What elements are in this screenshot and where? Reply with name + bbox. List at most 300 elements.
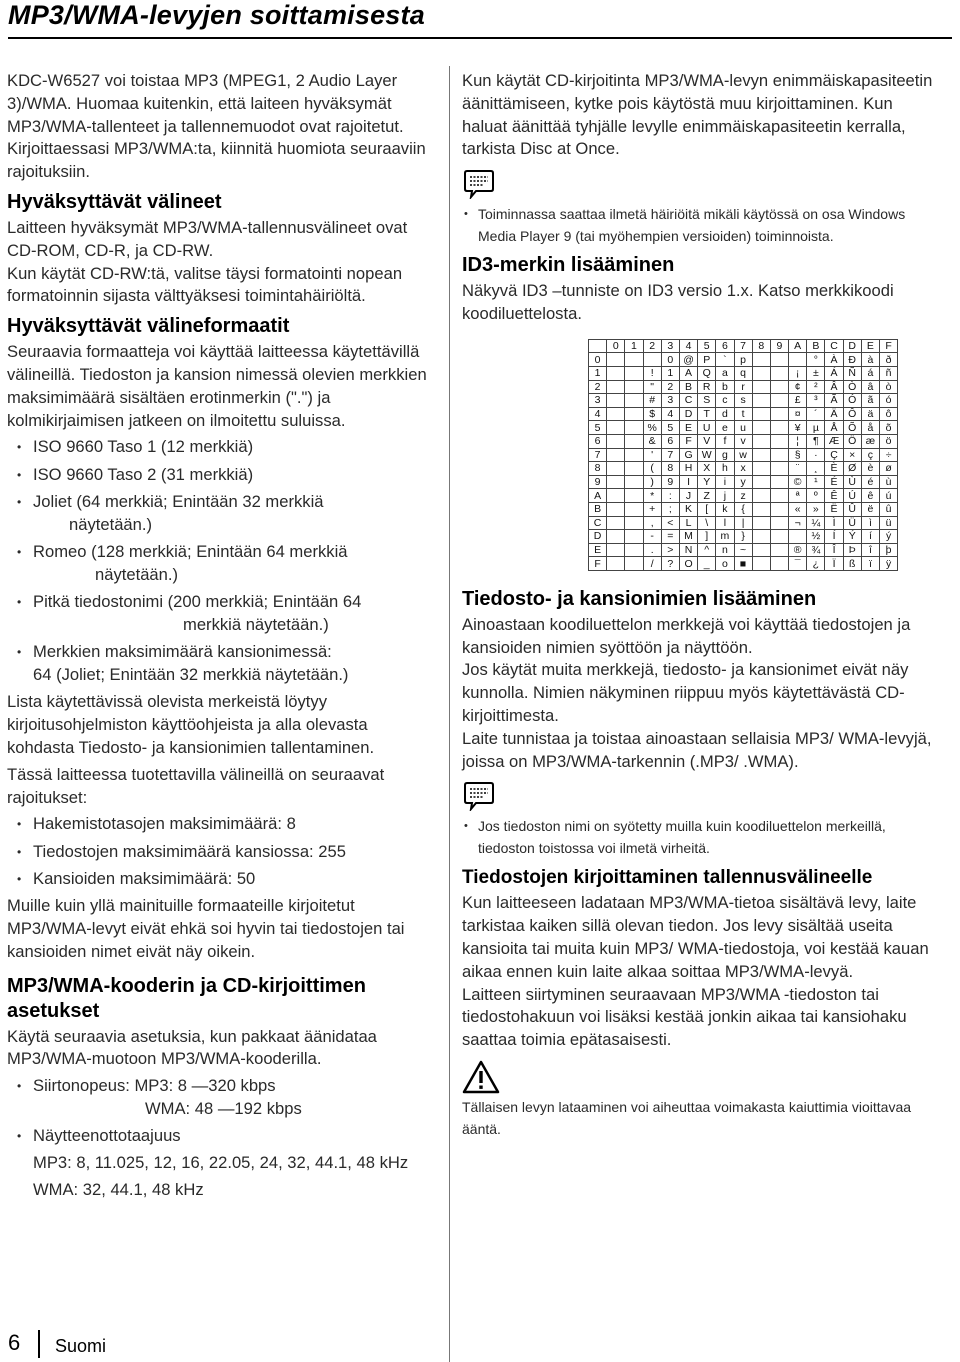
character-code-table <box>588 339 898 571</box>
table-cell: 4 <box>589 407 607 421</box>
table-cell: ø <box>880 462 898 476</box>
names-paragraph-3: Laite tunnistaa ja toistaa ainoastaan sellaisia MP3/ WMA-levyjä, joissa on MP3/WMA-tarkennin (.MP3/ .WMA). <box>462 728 932 771</box>
footer-divider <box>38 1330 40 1358</box>
table-header-row <box>589 339 898 353</box>
table-cell: µ <box>807 421 825 435</box>
title-rule <box>8 37 952 39</box>
table-cell <box>607 434 625 448</box>
table-row <box>589 530 898 544</box>
table-cell: Ò <box>843 380 861 394</box>
table-cell: ù <box>880 475 898 489</box>
table-cell: Á <box>825 366 843 380</box>
table-cell: \ <box>698 516 716 530</box>
table-cell <box>752 407 770 421</box>
table-cell: 3 <box>589 394 607 408</box>
right-column <box>462 70 942 1140</box>
table-cell: Ð <box>843 353 861 367</box>
table-cell: î <box>861 543 879 557</box>
warning-box <box>462 1060 942 1140</box>
table-cell <box>789 353 807 367</box>
table-cell: ¾ <box>807 543 825 557</box>
heading-media: Hyväksyttävät välineet <box>7 190 222 213</box>
table-cell <box>625 434 643 448</box>
table-cell: E <box>679 421 697 435</box>
table-cell: w <box>734 448 752 462</box>
table-cell: æ <box>861 434 879 448</box>
table-cell: # <box>643 394 661 408</box>
table-cell: ä <box>861 407 879 421</box>
table-cell <box>770 421 788 435</box>
table-cell: y <box>734 475 752 489</box>
table-cell: Â <box>825 380 843 394</box>
table-cell <box>625 366 643 380</box>
table-row <box>589 502 898 516</box>
table-cell <box>770 516 788 530</box>
table-cell: 4 <box>661 407 679 421</box>
table-cell: õ <box>880 421 898 435</box>
cd-writer-paragraph: Kun käytät CD-kirjoitinta MP3/WMA-levyn enimmäiskapasiteetin äänittämiseen, kytke pois käytöstä muu kirjoittaminen. Kun haluat äänittää tyhjälle levylle enimmäiskapasiteetin kerralla, tarkista Disc at Once. <box>462 71 933 159</box>
intro-paragraph: KDC-W6527 voi toistaa MP3 (MPEG1, 2 Audio Layer 3)/WMA. Huomaa kuitenkin, että laiteen hyväksymät MP3/WMA-tallenteet ja tallennemuodot ovat rajoitetut. Kirjoittaessasi MP3/WMA:ta, kiinnitä huomiota seuraaviin rajoituksiin. <box>7 71 426 182</box>
list-item: • ISO 9660 Taso 1 (12 merkkiä) <box>7 436 437 459</box>
table-cell <box>770 366 788 380</box>
table-cell <box>607 448 625 462</box>
table-cell: r <box>734 380 752 394</box>
heading-writing: Tiedostojen kirjoittaminen tallennusvälineelle <box>462 867 873 889</box>
table-row <box>589 407 898 421</box>
table-cell <box>752 353 770 367</box>
table-cell <box>752 489 770 503</box>
table-row <box>589 475 898 489</box>
table-cell: < <box>661 516 679 530</box>
table-cell: ± <box>807 366 825 380</box>
table-cell: Ë <box>825 502 843 516</box>
table-cell <box>625 489 643 503</box>
table-cell: J <box>679 489 697 503</box>
heading-names: Tiedosto- ja kansionimien lisääminen <box>462 587 817 610</box>
table-cell: þ <box>880 543 898 557</box>
table-cell: © <box>789 475 807 489</box>
table-row <box>589 366 898 380</box>
table-cell: ó <box>880 394 898 408</box>
table-cell <box>625 462 643 476</box>
table-cell: . <box>643 543 661 557</box>
table-cell: k <box>716 502 734 516</box>
table-cell: q <box>734 366 752 380</box>
table-cell: ; <box>661 502 679 516</box>
table-cell: % <box>643 421 661 435</box>
table-cell: D <box>589 530 607 544</box>
table-cell: g <box>716 448 734 462</box>
table-cell: d <box>716 407 734 421</box>
table-cell <box>607 394 625 408</box>
table-cell <box>770 475 788 489</box>
table-cell <box>607 516 625 530</box>
column-divider <box>449 66 450 1362</box>
table-cell: ) <box>643 475 661 489</box>
table-cell: V <box>698 434 716 448</box>
table-cell: Ï <box>825 557 843 571</box>
table-cell: Q <box>698 366 716 380</box>
table-cell: F <box>589 557 607 571</box>
table-cell: å <box>861 421 879 435</box>
table-cell: ] <box>698 530 716 544</box>
table-cell: e <box>716 421 734 435</box>
table-cell: Ç <box>825 448 843 462</box>
table-cell: S <box>698 394 716 408</box>
table-cell <box>752 394 770 408</box>
table-header-cell: C <box>825 339 843 353</box>
table-cell: 9 <box>661 475 679 489</box>
table-cell <box>770 434 788 448</box>
table-cell: _ <box>698 557 716 571</box>
table-cell: Ê <box>825 489 843 503</box>
table-cell: ¦ <box>789 434 807 448</box>
table-cell <box>752 380 770 394</box>
table-cell: H <box>679 462 697 476</box>
list-item: • Romeo (128 merkkiä; Enintään 64 merkkiä näytetään.) <box>7 541 437 587</box>
table-cell <box>625 394 643 408</box>
table-cell: 6 <box>589 434 607 448</box>
table-cell: ° <box>807 353 825 367</box>
table-cell: m <box>716 530 734 544</box>
table-cell: ¢ <box>789 380 807 394</box>
table-header-cell: 6 <box>716 339 734 353</box>
table-cell: ð <box>880 353 898 367</box>
table-header-cell: 2 <box>643 339 661 353</box>
note-box <box>462 781 942 859</box>
table-cell: 8 <box>589 462 607 476</box>
table-row <box>589 557 898 571</box>
media-paragraph-1: Laitteen hyväksymät MP3/WMA-tallennusvälineet ovat CD-ROM, CD-R, ja CD-RW. <box>7 217 408 260</box>
table-cell: Å <box>825 421 843 435</box>
list-item: • Tiedostojen maksimimäärä kansiossa: 255 <box>7 841 437 864</box>
table-cell: â <box>861 380 879 394</box>
table-cell <box>770 353 788 367</box>
table-cell: ® <box>789 543 807 557</box>
table-cell: 2 <box>589 380 607 394</box>
table-cell: ì <box>861 516 879 530</box>
table-cell <box>607 489 625 503</box>
table-cell: 7 <box>661 448 679 462</box>
table-cell <box>752 448 770 462</box>
heading-id3: ID3-merkin lisääminen <box>462 254 675 277</box>
table-cell <box>752 530 770 544</box>
table-row <box>589 516 898 530</box>
table-cell: Æ <box>825 434 843 448</box>
table-cell: x <box>734 462 752 476</box>
table-cell: P <box>698 353 716 367</box>
table-cell: p <box>734 353 752 367</box>
table-cell: Ù <box>843 475 861 489</box>
note-list <box>462 815 942 859</box>
table-cell: Ú <box>843 489 861 503</box>
table-cell: ~ <box>734 543 752 557</box>
heading-encoder: MP3/WMA-kooderin ja CD-kirjoittimen asetukset <box>7 974 366 1022</box>
table-row <box>589 543 898 557</box>
table-cell: £ <box>789 394 807 408</box>
table-cell: ¹ <box>807 475 825 489</box>
table-cell <box>607 380 625 394</box>
table-cell: 1 <box>589 366 607 380</box>
table-row <box>589 448 898 462</box>
table-cell: A <box>589 489 607 503</box>
charlist-paragraph: Lista käytettävissä olevista merkeistä löytyy kirjoitusohjelmiston käyttöohjeista ja alla olevasta kohdasta Tiedosto- ja kansionimien tallentaminen. <box>7 692 375 757</box>
table-cell: + <box>643 502 661 516</box>
table-cell: z <box>734 489 752 503</box>
table-row <box>589 421 898 435</box>
table-cell: i <box>716 475 734 489</box>
table-cell: Û <box>843 502 861 516</box>
list-item: • Näytteenottotaajuus MP3: 8, 11.025, 12, 16, 22.05, 24, 32, 44.1, 48 kHz WMA: 32, 44.1, 48 kHz <box>7 1125 437 1201</box>
table-cell: b <box>716 380 734 394</box>
table-cell: Õ <box>843 421 861 435</box>
writing-paragraph-1: Kun laitteeseen ladataan MP3/WMA-tietoa sisältävä levy, laite tarkistaa kaiken sillä olevan tiedon. Jos levy sisältää useita kansioita tai muita kuin MP3/ WMA-tiedostoja, voi kestää kauan aikaa ennen kuin laite alkaa soittaa MP3/WMA-levyä. <box>462 893 929 981</box>
table-cell: ô <box>880 407 898 421</box>
table-cell: × <box>843 448 861 462</box>
table-cell: O <box>679 557 697 571</box>
table-cell: ¡ <box>789 366 807 380</box>
table-cell <box>752 516 770 530</box>
table-cell: Î <box>825 543 843 557</box>
table-cell: Ö <box>843 434 861 448</box>
table-cell: É <box>825 475 843 489</box>
table-cell: 5 <box>661 421 679 435</box>
table-cell: t <box>734 407 752 421</box>
table-cell: G <box>679 448 697 462</box>
table-cell <box>607 502 625 516</box>
table-cell: ( <box>643 462 661 476</box>
table-cell: $ <box>643 407 661 421</box>
table-cell: È <box>825 462 843 476</box>
list-item: • Pitkä tiedostonimi (200 merkkiä; Enintään 64 merkkiä näytetään.) <box>7 591 437 637</box>
names-paragraph-1: Ainoastaan koodiluettelon merkkejä voi käyttää tiedostojen ja kansioiden nimien syöttöön ja näyttöön. <box>462 614 911 657</box>
table-row <box>589 394 898 408</box>
table-cell: n <box>716 543 734 557</box>
list-item: • Hakemistotasojen maksimimäärä: 8 <box>7 813 437 836</box>
table-cell: | <box>734 516 752 530</box>
table-cell <box>625 502 643 516</box>
table-cell <box>770 448 788 462</box>
list-item: • Kansioiden maksimimäärä: 50 <box>7 868 437 891</box>
table-cell <box>789 530 807 544</box>
table-cell <box>625 475 643 489</box>
table-cell: ¶ <box>807 434 825 448</box>
table-cell: ú <box>880 489 898 503</box>
table-cell: ê <box>861 489 879 503</box>
page-title: MP3/WMA-levyjen soittamisesta <box>8 0 425 30</box>
note-icon <box>462 169 496 199</box>
table-cell: U <box>698 421 716 435</box>
table-cell: í <box>861 530 879 544</box>
table-cell <box>770 489 788 503</box>
table-cell: ö <box>880 434 898 448</box>
table-cell: ë <box>861 502 879 516</box>
table-cell <box>625 543 643 557</box>
table-cell: B <box>679 380 697 394</box>
table-cell <box>625 557 643 571</box>
table-cell: » <box>807 502 825 516</box>
table-cell: @ <box>679 353 697 367</box>
table-cell: ¼ <box>807 516 825 530</box>
table-cell: Y <box>698 475 716 489</box>
table-cell: a <box>716 366 734 380</box>
table-cell: 8 <box>661 462 679 476</box>
note-item: • Toiminnassa saattaa ilmetä häiriöitä mikäli käytössä on osa Windows Media Player 9 (tai myöhempien versioiden) toiminnoista. <box>462 203 942 247</box>
table-header-cell: 5 <box>698 339 716 353</box>
table-cell: ? <box>661 557 679 571</box>
table-cell: è <box>861 462 879 476</box>
list-item: • Siirtonopeus: MP3: 8 —320 kbps WMA: 48 —192 kbps <box>7 1075 437 1121</box>
table-header-cell: 8 <box>752 339 770 353</box>
table-cell: ■ <box>734 557 752 571</box>
table-cell: ² <box>807 380 825 394</box>
table-cell: ! <box>643 366 661 380</box>
encoder-paragraph: Käytä seuraavia asetuksia, kun pakkaat äänidataa MP3/WMA-muotoon MP3/WMA-kooderilla. <box>7 1026 377 1069</box>
table-cell: § <box>789 448 807 462</box>
table-cell <box>770 380 788 394</box>
table-cell <box>625 353 643 367</box>
table-cell: X <box>698 462 716 476</box>
table-cell: ½ <box>807 530 825 544</box>
table-cell: à <box>861 353 879 367</box>
page-number: 6 <box>8 1330 21 1355</box>
table-cell: · <box>807 448 825 462</box>
table-cell: B <box>589 502 607 516</box>
table-header-cell <box>589 339 607 353</box>
table-cell <box>607 353 625 367</box>
table-cell: 5 <box>589 421 607 435</box>
table-cell: Ü <box>843 516 861 530</box>
limits-intro: Tässä laitteessa tuotettavilla välineillä on seuraavat rajoitukset: <box>7 764 385 807</box>
table-cell <box>607 475 625 489</box>
table-cell <box>752 421 770 435</box>
table-cell: Ý <box>843 530 861 544</box>
table-cell: Í <box>825 530 843 544</box>
table-header-cell: 9 <box>770 339 788 353</box>
table-cell: " <box>643 380 661 394</box>
table-cell <box>607 462 625 476</box>
table-cell: ñ <box>880 366 898 380</box>
table-cell: ü <box>880 516 898 530</box>
table-cell: , <box>643 516 661 530</box>
media-paragraph-2: Kun käytät CD-RW:tä, valitse täysi formatointi nopean formatoinnin sijasta välttyäksesi toimintahäiriöltä. <box>7 263 403 306</box>
note-box <box>462 169 942 247</box>
table-cell <box>752 462 770 476</box>
table-cell: s <box>734 394 752 408</box>
table-row <box>589 462 898 476</box>
limits-after-paragraph: Muille kuin yllä mainituille formaateille kirjoitetut MP3/WMA-levyt eivät ehkä soi hyvin tai tiedostojen tai kansioiden nimet eivät näy oikein. <box>7 896 405 961</box>
table-cell: 7 <box>589 448 607 462</box>
table-cell <box>607 557 625 571</box>
warning-text: Tällaisen levyn lataaminen voi aiheuttaa voimakasta kaiuttimia vioittavaa ääntä. <box>462 1099 912 1138</box>
table-cell: R <box>698 380 716 394</box>
table-cell: - <box>643 530 661 544</box>
table-cell: ã <box>861 394 879 408</box>
table-cell: u <box>734 421 752 435</box>
list-item: • Joliet (64 merkkiä; Enintään 32 merkkiä näytetään.) <box>7 491 437 537</box>
table-cell: ï <box>861 557 879 571</box>
table-header-cell: 4 <box>679 339 697 353</box>
table-cell: C <box>679 394 697 408</box>
table-cell: ` <box>716 353 734 367</box>
table-row <box>589 434 898 448</box>
table-cell: ^ <box>698 543 716 557</box>
table-cell: Ó <box>843 394 861 408</box>
table-header-cell: B <box>807 339 825 353</box>
table-cell: ¿ <box>807 557 825 571</box>
table-cell: o <box>716 557 734 571</box>
table-header-cell: 3 <box>661 339 679 353</box>
table-cell: 3 <box>661 394 679 408</box>
table-header-cell: D <box>843 339 861 353</box>
warning-icon <box>462 1060 500 1094</box>
table-cell: ý <box>880 530 898 544</box>
table-cell <box>770 543 788 557</box>
table-row <box>589 489 898 503</box>
table-cell <box>625 448 643 462</box>
table-cell: Ä <box>825 407 843 421</box>
table-cell: Ñ <box>843 366 861 380</box>
table-cell <box>770 394 788 408</box>
table-cell: [ <box>698 502 716 516</box>
table-cell <box>770 530 788 544</box>
table-cell: M <box>679 530 697 544</box>
table-cell: L <box>679 516 697 530</box>
table-cell <box>752 502 770 516</box>
table-cell <box>607 366 625 380</box>
writing-paragraph-2: Laitteen siirtyminen seuraavaan MP3/WMA -tiedoston tai tiedostohakuun voi lisäksi kestää jonkin aikaa tai kansiohaku saattaa toimia epätasaisesti. <box>462 984 907 1050</box>
table-header-cell: 1 <box>625 339 643 353</box>
table-cell: ç <box>861 448 879 462</box>
id3-paragraph: Näkyvä ID3 –tunniste on ID3 versio 1.x. Katso merkkikoodi koodiluettelosta. <box>462 281 894 323</box>
table-cell: ´ <box>807 407 825 421</box>
table-cell: N <box>679 543 697 557</box>
table-cell: 0 <box>661 353 679 367</box>
table-cell <box>607 407 625 421</box>
table-cell: ÷ <box>880 448 898 462</box>
note-list <box>462 203 942 247</box>
table-cell: ò <box>880 380 898 394</box>
table-cell <box>625 530 643 544</box>
table-cell: ¯ <box>789 557 807 571</box>
table-row <box>589 353 898 367</box>
table-cell: W <box>698 448 716 462</box>
table-cell: º <box>807 489 825 503</box>
table-cell: } <box>734 530 752 544</box>
list-item: • ISO 9660 Taso 2 (31 merkkiä) <box>7 464 437 487</box>
table-cell <box>752 543 770 557</box>
table-cell: h <box>716 462 734 476</box>
table-cell: & <box>643 434 661 448</box>
table-cell: A <box>679 366 697 380</box>
table-cell <box>607 421 625 435</box>
table-cell: : <box>661 489 679 503</box>
table-cell: 0 <box>589 353 607 367</box>
table-cell: v <box>734 434 752 448</box>
table-cell: Ô <box>843 407 861 421</box>
table-cell: ¬ <box>789 516 807 530</box>
table-cell: é <box>861 475 879 489</box>
table-cell <box>752 366 770 380</box>
table-cell: ¥ <box>789 421 807 435</box>
table-cell: c <box>716 394 734 408</box>
encoder-list <box>7 1075 437 1201</box>
table-cell: C <box>589 516 607 530</box>
table-header-cell: 7 <box>734 339 752 353</box>
table-cell <box>607 543 625 557</box>
left-column <box>7 70 437 1206</box>
table-row <box>589 380 898 394</box>
